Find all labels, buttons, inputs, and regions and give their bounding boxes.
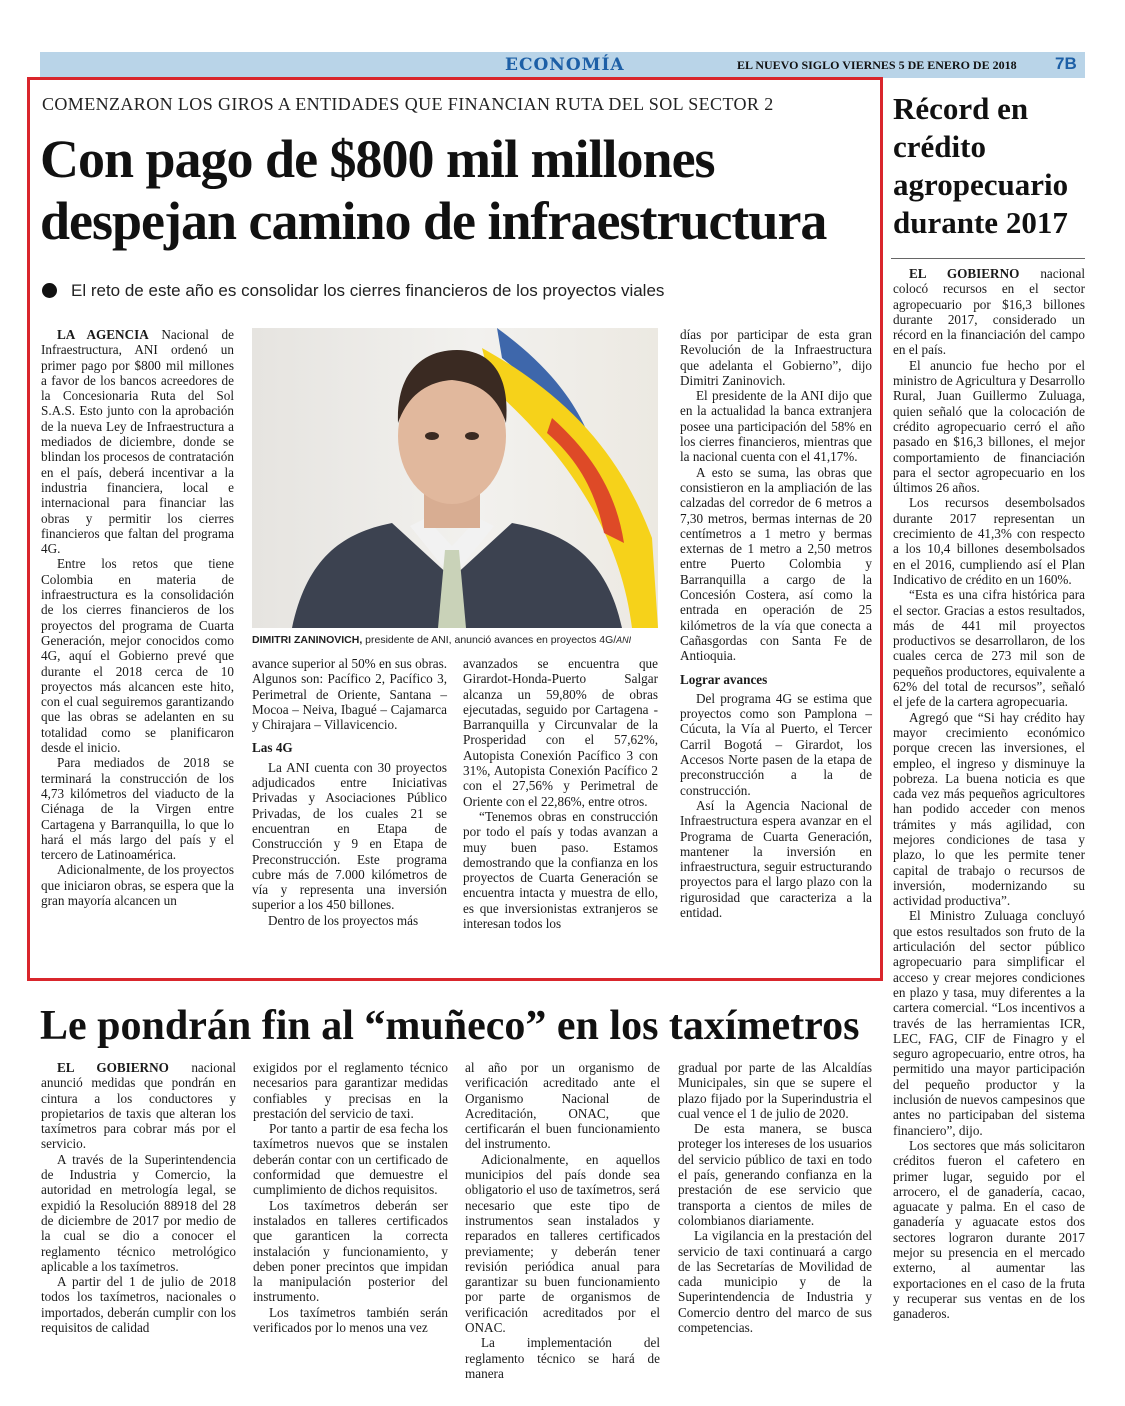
paragraph: al año por un organismo de verificación acreditado ante el Organismo Nacional de Acreditación, ONAC, que certificarán el buen funcionamiento del instrumento. (465, 1060, 660, 1152)
main-headline-line1: Con pago de $800 mil millones (40, 129, 715, 189)
paragraph: De esta manera, se busca proteger los intereses de los usuarios del servicio público de taxi en todo el país, generando confianza en la prestación de ese servicio que transporta a cientos de miles de colombianos diariamente. (678, 1121, 872, 1228)
taxi-column-3 (465, 1060, 660, 1381)
paragraph: nacional colocó recursos en el sector agropecuario por $16,3 billones durante 2017, considerado un récord en la financiación del campo en el país. (893, 266, 1085, 358)
page-number: 7B (1055, 54, 1077, 73)
photo-caption (252, 634, 672, 646)
side-divider (891, 258, 1085, 259)
main-column-3 (463, 656, 658, 964)
main-column-4 (680, 327, 872, 964)
portrait-photo (252, 328, 658, 628)
paragraph: Los recursos desembolsados durante 2017 representan un crecimiento de 41,3% con respecto a los 10,4 billones desembolsados en el 2016, cumpliendo así el Plan Indicativo de crédito en un 160%. (893, 495, 1085, 587)
bullet-icon (42, 283, 57, 298)
paragraph: La vigilancia en la prestación del servicio de taxi continuará a cargo de las Secretarías de Movilidad de cada municipio y de la Superintendencia de Industria y Comercio dentro del marco de sus competencias. (678, 1228, 872, 1336)
paragraph: avance superior al 50% en sus obras. Algunos son: Pacífico 2, Pacífico 3, Perimetral de Oriente, Santana – Mocoa – Neiva, Ibagué – Cajamarca y Chirajara – Villavicencio. (252, 656, 447, 733)
portrait-illustration (252, 328, 658, 628)
main-headline (40, 128, 880, 252)
main-kicker: COMENZARON LOS GIROS A ENTIDADES QUE FINANCIAN RUTA DEL SOL SECTOR 2 (42, 94, 774, 114)
caption-credit: ANI (616, 635, 632, 645)
paragraph: El Ministro Zuluaga concluyó que estos resultados son fruto de la articulación del sector público agropecuario para simplificar el acceso y crear mejores condiciones en plazo y tasa, muy diferentes a la cartera comercial. “Los incentivos a través de las herramientas ICR, LEC, FAG, CIF de Finagro y el seguro agropecuario, entre otros, ha permitido una mayor participación del pequeño productor y la inclusión de nuevos campesinos que antes no participaban del sistema financiero”, dijo. (893, 908, 1085, 1138)
paragraph: A esto se suma, las obras que consistieron en la ampliación de las calzadas del corredor de 6 metros a 7,30 metros, bermas internas de 20 centímetros a 1 metro y bermas externas de 1 metro a 2,50 metros entre Puerto Colombia y Barranquilla a cargo de la Concesión Costera, así como la entrada en operación de 25 kilómetros de la vía que conecta a Cañasgordas con Santa Fe de Antioquia. (680, 464, 872, 664)
taxi-column-1 (41, 1060, 236, 1352)
taxi-column-4 (678, 1060, 872, 1352)
paragraph: A partir del 1 de julio de 2018 todos los taxímetros, nacionales o importados, deberán cumplir con los requisitos de calidad (41, 1274, 236, 1336)
paragraph: Los sectores que más solicitaron créditos fueron el cafetero en primer lugar, seguido por el arrocero, el de ganadería, cacao, aguacate y palma. En el caso de ganadería y aguacate estos dos sectores lograron durante 2017 mejor su presencia en el mercado externo, al aumentar las exportaciones en el caso de la fruta y recuperar sus ventas en de los ganaderos. (893, 1137, 1085, 1322)
paragraph: A través de la Superintendencia de Industria y Comercio, la autoridad en metrología legal, se expidió la Resolución 88918 del 28 de diciembre de 2017 por medio de la cual se dio a conocer el reglamento técnico metrológico aplicable a los taxímetros. (41, 1151, 236, 1274)
paragraph: nacional anunció medidas que pondrán en cintura a los conductores y propietarios de taxis que alteran los taxímetros para cobrar más por el servicio. (41, 1060, 236, 1152)
caption-text: presidente de ANI, anunció avances en proyectos 4G/ (362, 634, 617, 646)
paragraph: La implementación del reglamento técnico se hará de manera (465, 1335, 660, 1381)
paragraph: Nacional de Infraestructura, ANI ordenó un primer pago por $800 mil millones a favor de los bancos acreedores de la Concesionaria Ruta del Sol S.A.S. Esto junto con la aprobación de la nueva Ley de Infraestructura a mediados de diciembre, donde se blindan los procesos de contratación en el país, deberá incentivar a la industria financiera, local e internacional para financiar las obras y permitir los cierres financieros que faltan del programa 4G. (41, 327, 234, 557)
subhead-las-4g: Las 4G (252, 740, 293, 756)
dateline: EL NUEVO SIGLO VIERNES 5 DE ENERO DE 2018 (737, 58, 1017, 72)
paragraph: gradual por parte de las Alcaldías Municipales, sin que se supere el plazo fijado por la Superindustria el cual vence el 1 de julio de 2020. (678, 1060, 872, 1121)
side-column (893, 266, 1085, 1352)
main-column-1 (41, 327, 234, 963)
paragraph: Adicionalmente, en aquellos municipios del país donde sea obligatorio el uso de taxímetros, será necesario que este tipo de instrumentos sean instalados y reparados en talleres certificados previamente; y deberán tener revisión periódica anual para garantizar su buen funcionamiento por parte de organismos de verificación acreditados por el ONAC. (465, 1151, 660, 1336)
subhead-lograr-avances: Lograr avances (680, 671, 768, 687)
paragraph: Así la Agencia Nacional de Infraestructura espera avanzar en el Programa de Cuarta Generación, mantener la inversión en infraestructura, seguir estructurando proyectos para el largo plazo con la rigurosidad que caracteriza a la entidad. (680, 797, 872, 920)
paragraph: La ANI cuenta con 30 proyectos adjudicados entre Iniciativas Privadas y Asociaciones Público Privadas, de los cuales 21 se encuentran en Etapa de Construcción y 9 en Etapa de Preconstrucción. Este programa cubre más de 7.000 kilómetros de vía y representa una inversión superior a los 450 billones. (252, 759, 447, 913)
paragraph: Dentro de los proyectos más (268, 912, 419, 928)
paragraph: “Esta es una cifra histórica para el sector. Gracias a estos resultados, más de 441 mil proyectos productivos se desarrollaron, de los cuales cerca de 273 mil son de pequeños productores, equivalente a 62% del total de recursos”, señaló el jefe de la cartera agropecuaria. (893, 587, 1085, 710)
paragraph: Agregó que “Si hay crédito hay mayor crecimiento económico porque crecen las inversiones, el empleo, el ingreso y disminuye la pobreza. La buena noticia es que cada vez más pequeños agricultores han podido acceder con menos trámites y más agilidad, con mejores condiciones de tasa y plazo, lo que les permite tener capital de trabajo o recursos de inversión, modernizando su actividad productiva”. (893, 709, 1085, 909)
main-headline-line2: despejan camino de infraestructura (40, 191, 827, 251)
paragraph: Los taxímetros también serán verificados por lo menos una vez (253, 1304, 448, 1336)
taxi-headline: Le pondrán fin al “muñeco” en los taxímetros (40, 1003, 860, 1049)
paragraph: Adicionalmente, de los proyectos que iniciaron obras, se espera que la gran mayoría alcancen un (41, 862, 234, 908)
main-deck-text: El reto de este año es consolidar los cierres financieros de los proyectos viales (71, 281, 665, 300)
paragraph: Para mediados de 2018 se terminará la construcción de los 4,73 kilómetros del viaducto de la Ciénaga de la Virgen entre Cartagena y Barranquilla, lo que lo hará el más largo del país y el tercero de Latinoamérica. (41, 755, 234, 863)
caption-name: DIMITRI ZANINOVICH, (252, 634, 363, 646)
main-deck (42, 281, 872, 301)
paragraph: “Tenemos obras en construcción por todo el país y todas avanzan a muy buen paso. Estamos demostrando que la confianza en los proyectos de Cuarta Generación se encuentra intacta y muestra de ello, es que inversionistas extranjeros se interesan todos los (463, 808, 658, 932)
section-name: ECONOMÍA (505, 55, 625, 75)
paragraph: Por tanto a partir de esa fecha los taxímetros nuevos que se instalen deberán contar con un certificado de conformidad que demuestre el cumplimiento de dichos requisitos. (253, 1121, 448, 1198)
paragraph: exigidos por el reglamento técnico necesarios para garantizar medidas confiables y precisas en la prestación del servicio de taxi. (253, 1060, 448, 1121)
taxi-lead-word: EL GOBIERNO (57, 1060, 169, 1075)
main-lead-word: LA AGENCIA (57, 327, 149, 342)
paragraph: avanzados se encuentra que Girardot-Honda-Puerto Salgar alcanza un 59,80% de obras ejecutadas, seguido por Cartagena - Barranquilla y Circunvalar de la Prosperidad con el 57,62%, Autopista Conexión Pacífico 3 con 31%, Autopista Conexión Pacífico 2 con el 27,56% y Perimetral de Oriente con el 22,86%, entre otros. (463, 656, 658, 809)
paragraph: El anuncio fue hecho por el ministro de Agricultura y Desarrollo Rural, Juan Guillermo Zuluaga, quien señaló que la colocación de crédito agropecuario cerró el año pasado en $16,3 billones, el mejor comportamiento de financiación para el sector agropecuario en los últimos 26 años. (893, 357, 1085, 496)
side-headline: Récord en crédito agropecuario durante 2017 (893, 91, 1069, 240)
paragraph: Del programa 4G se estima que proyectos como son Pamplona – Cúcuta, la Vía al Puerto, el Tercer Carril Bogotá – Girardot, los Accesos Norte pasen de la etapa de preconstrucción a la de construcción. (680, 690, 872, 798)
taxi-column-2 (253, 1060, 448, 1352)
paragraph: Los taxímetros deberán ser instalados en talleres certificados que garanticen la correcta instalación y funcionamiento, y deben poner precintos que impidan la manipulación posterior del instrumento. (253, 1197, 448, 1305)
paragraph: El presidente de la ANI dijo que en la actualidad la banca extranjera posee una participación del 58% en los cierres financieros, mientras que la nacional cuenta con el 41,17%. (680, 388, 872, 465)
paragraph: Entre los retos que tiene Colombia en materia de infraestructura es la consolidación de los cierres financieros de los proyectos del programa de Cuarta Generación, mejor conocidos como 4G, aquí el Gobierno prevé que durante el 2018 cerca de 10 proyectos más alcancen este hito, con el cual seguiremos garantizando que las obras se adelanten en su totalidad como se planificaron desde el inicio. (41, 556, 234, 756)
main-column-2 (252, 656, 447, 964)
paragraph: días por participar de esta gran Revolución de la Infraestructura que adelanta el Gobierno”, dijo Dimitri Zaninovich. (680, 327, 872, 388)
side-lead-word: EL GOBIERNO (909, 266, 1020, 281)
